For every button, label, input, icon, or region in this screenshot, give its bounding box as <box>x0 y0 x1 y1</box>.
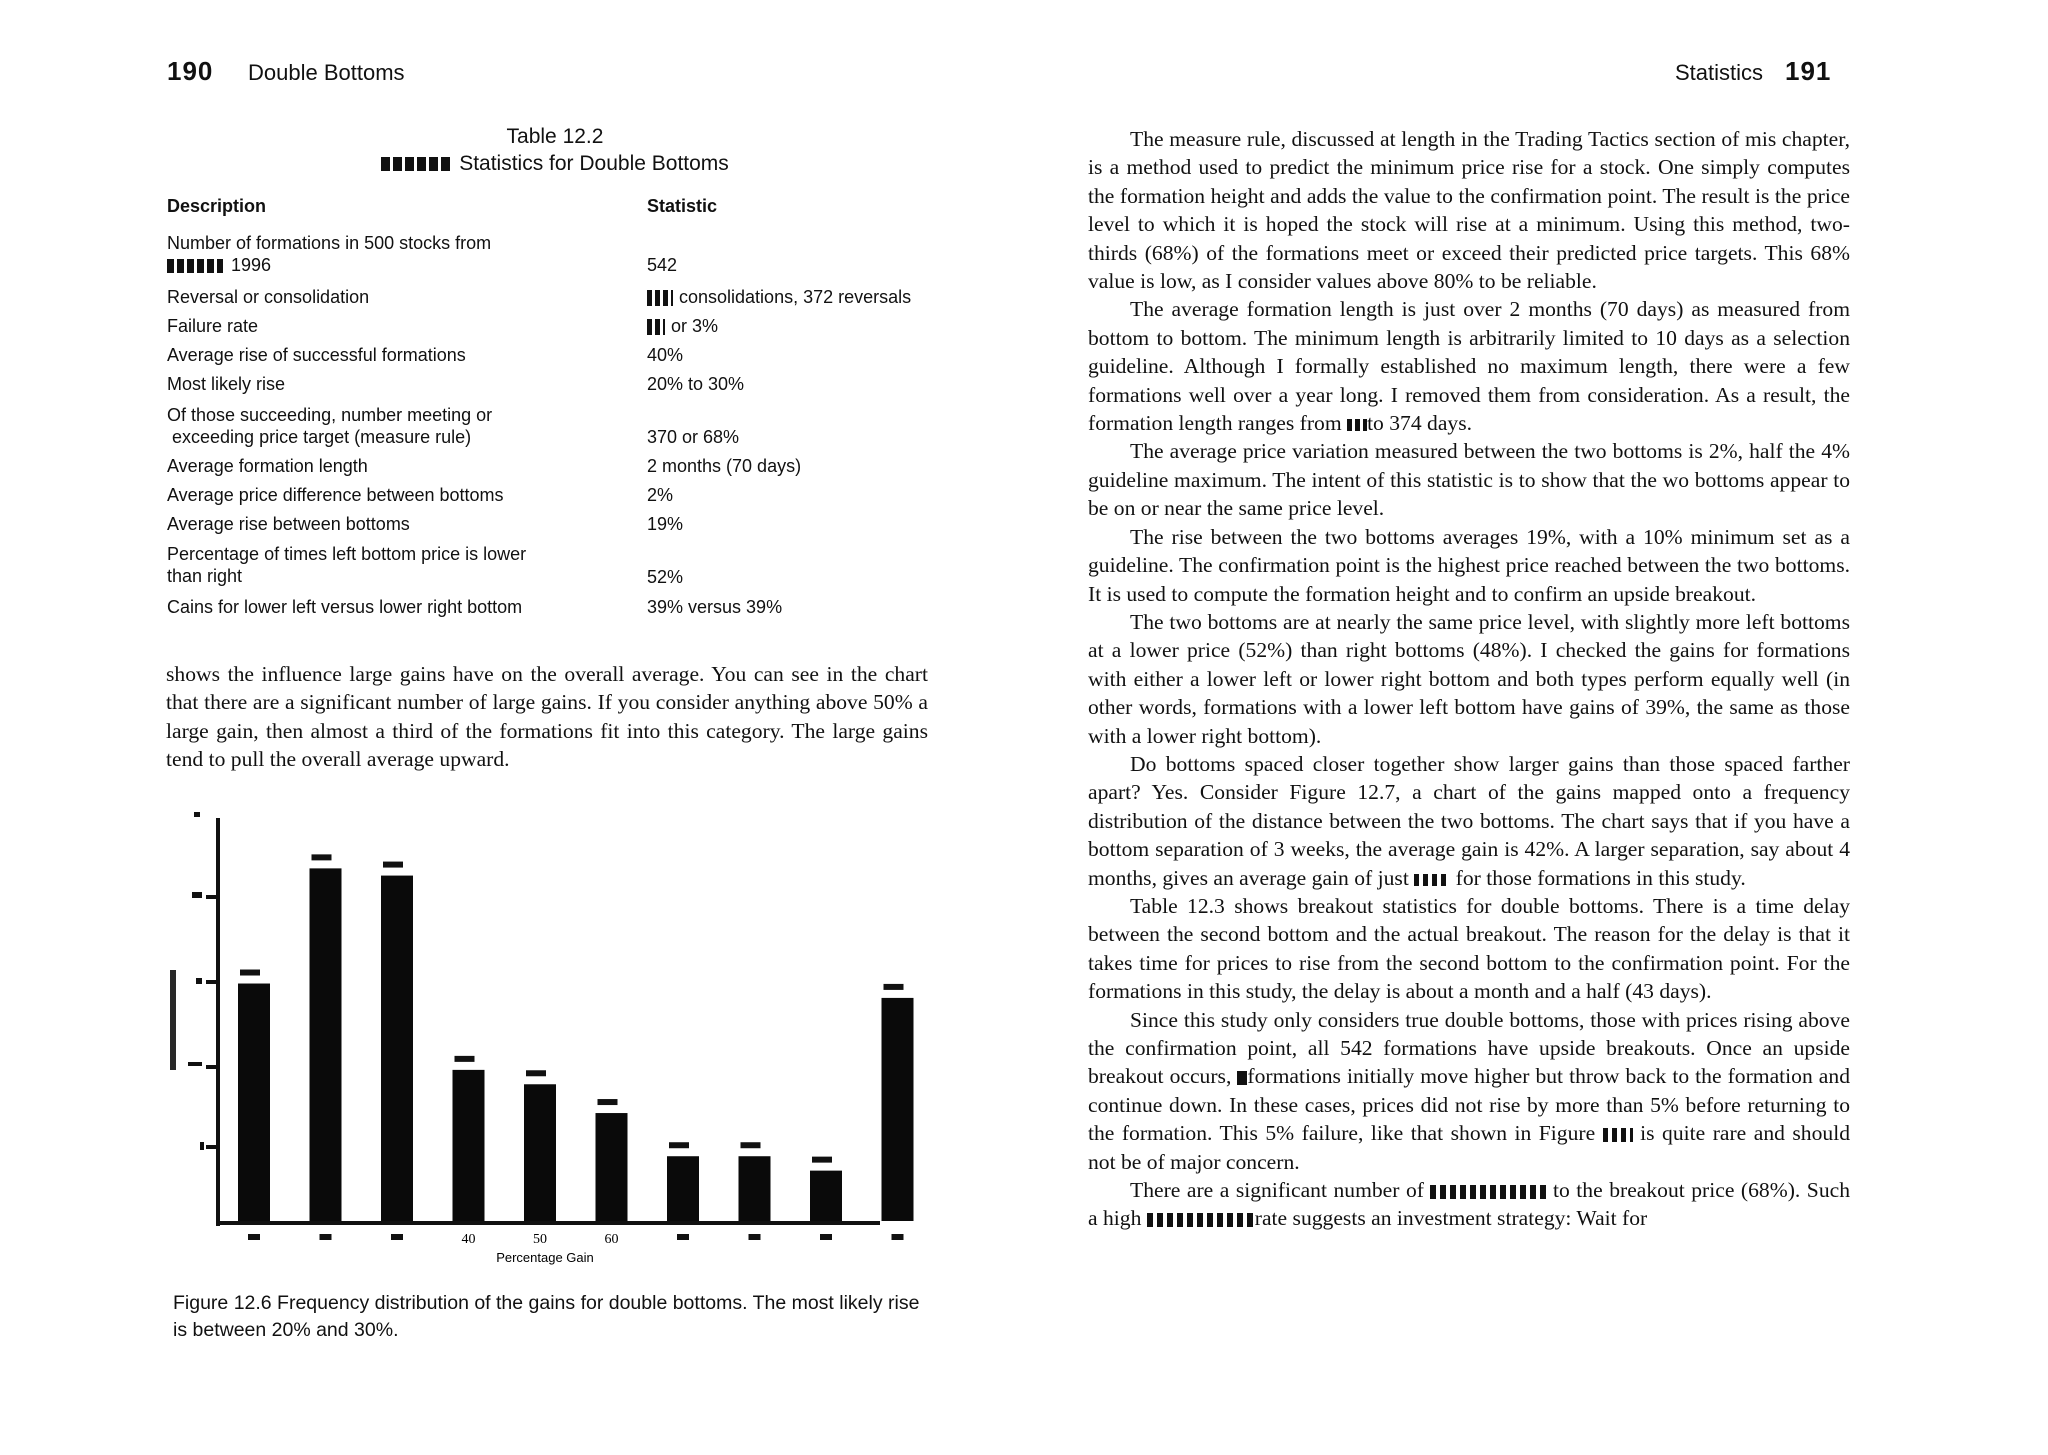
paragraph: The rise between the two bottoms averages 19%, with a 10% minimum set as a guideline. The confirmation point is the highest price reached between the two bottoms. It is used to compute the formation height and to confirm an upside breakout. <box>1088 524 1850 606</box>
page-number-left: 190 <box>167 56 214 86</box>
paragraph-tail: to 374 days. <box>1367 411 1473 436</box>
table-cell-statistic <box>647 315 718 337</box>
garbled-glyph <box>1430 1185 1546 1199</box>
paragraph <box>1088 295 1850 437</box>
paragraph-tail: for those formations in this study. <box>1455 865 1746 890</box>
left-paragraph: shows the influence large gains have on the overall average. You can see in the chart that there are a significant number of large gains. If you consider anything above 50% a large gain, then almost a third of the formations fit into this category. The large gains tend to pull the overall average upward. <box>166 662 928 772</box>
chart-bar <box>739 1156 771 1221</box>
garbled-tick-label <box>749 1234 761 1240</box>
table-cell-statistic: 2% <box>647 485 674 505</box>
table-cell-statistic: 39% versus 39% <box>647 597 783 617</box>
table-cell-statistic: 19% <box>647 514 684 534</box>
paragraph-text: Do bottoms spaced closer together show larger gains than those spaced farther apart? Yes. Consider Figure 12.7, a chart of the gains mapped onto a frequency distribution of the distance between the two bottoms. The chart says that if you have a bottom separation of 3 weeks, the average gain is 42%. A larger separation, say about 4 months, gives an average gain of just <box>1088 751 1850 890</box>
gain-distribution-chart <box>150 800 940 1280</box>
figure-caption: Figure 12.6 Frequency distribution of the gains for double bottoms. The most likely rise is between 20% and 30%. <box>173 1292 920 1341</box>
garbled-data-label <box>812 1157 832 1163</box>
chart-bar <box>667 1156 699 1221</box>
garbled-tick-label <box>892 1234 904 1240</box>
garbled-glyph <box>1603 1128 1633 1142</box>
table-row <box>167 404 492 448</box>
garbled-data-label <box>669 1142 689 1148</box>
paragraph: The measure rule, discussed at length in the Trading Tactics section of mis chapter, is a method used to predict the minimum price rise for a stock. One simply computes the formation height and adds the value to the confirmation point. The result is the price level to which it is hoped the stock will rise at a minimum. Using this method, two-thirds (68%) of the formations meet or exceed their predicted price targets. This 68% value is low, as I consider values above 80% to be reliable. <box>1088 127 1850 294</box>
row-description-line2 <box>167 254 491 276</box>
garbled-glyph <box>167 259 223 273</box>
table-row-description: Average price difference between bottoms <box>167 485 504 505</box>
table-row-description: Average formation length <box>167 456 368 476</box>
paragraph <box>1088 750 1850 892</box>
garbled-tick-label <box>248 1234 260 1240</box>
table-cell-statistic: 2 months (70 days) <box>647 456 802 476</box>
table-row-description: Average rise of successful formations <box>167 345 466 365</box>
table-cell-statistic: 370 or 68% <box>647 427 740 447</box>
row-description: Of those succeeding, number meeting or <box>167 405 493 425</box>
garbled-y-axis-label <box>170 970 176 1070</box>
garbled-data-label <box>884 984 904 990</box>
garbled-glyph <box>647 319 665 335</box>
table-cell-statistic: 542 <box>647 255 678 275</box>
chart-bars <box>238 854 914 1221</box>
garbled-glyph <box>200 1142 204 1150</box>
garbled-glyph <box>192 892 202 898</box>
row-description: Number of formations in 500 stocks from <box>167 233 492 253</box>
running-head-right: Statistics <box>1675 60 1764 85</box>
paragraph-text: The average formation length is just over 2 months (70 days) as measured from bottom to bottom. The minimum length is arbitrarily limited to 10 days as a selection guideline. Although I formally established no maximum length, there were a few formations well over a year long. I removed them from consideration. As a result, the formation length ranges from <box>1088 297 1850 436</box>
y-tick <box>206 1065 216 1069</box>
table-cell-statistic: 20% to 30% <box>647 374 745 394</box>
table-row-description: Failure rate <box>167 316 259 336</box>
x-tick-label: 40 <box>461 1232 476 1247</box>
page-number-right: 191 <box>1785 56 1832 86</box>
table-row-description: Cains for lower left versus lower right bottom <box>167 597 523 617</box>
row-description-line2: exceeding price target (measure rule) <box>167 427 472 447</box>
garbled-data-label <box>312 854 332 860</box>
chart-bar <box>882 998 914 1221</box>
paragraph-tail2: is quite rare and should not be of major concern. <box>1088 1121 1850 1174</box>
garbled-data-label <box>383 862 403 868</box>
statistic-text: or 3% <box>671 316 719 336</box>
garbled-glyph <box>1414 874 1450 886</box>
garbled-glyph <box>647 290 673 306</box>
garbled-data-label <box>526 1070 546 1076</box>
x-tick-label: 60 <box>604 1232 619 1247</box>
chart-bar <box>310 868 342 1221</box>
x-tick-label: 50 <box>533 1232 547 1247</box>
garbled-glyph <box>1147 1213 1255 1227</box>
table-cell-statistic <box>647 286 911 308</box>
paragraph-text: There are a significant number of <box>1130 1178 1424 1203</box>
running-head-left: Double Bottoms <box>248 60 405 85</box>
paragraph-tail: formations initially move higher but throw back to the formation and continue down. In these cases, prices did not rise by more than 5% before returning to the formation. This 5% failure, like that shown in Figure <box>1088 1064 1850 1146</box>
right-text-column <box>1088 125 1850 1233</box>
paragraph-tail2: rate suggests an investment strategy: Wait for <box>1254 1206 1648 1231</box>
chart-x-axis <box>220 1221 880 1225</box>
chart-bar <box>810 1171 842 1221</box>
table-caption-number: Table 12.2 <box>506 125 604 148</box>
chart-bar <box>381 876 413 1221</box>
table-row-description: Average rise between bottoms <box>167 514 410 534</box>
table-row-description: Most likely rise <box>167 374 286 394</box>
statistic-text: consolidations, 372 reversals <box>679 287 912 307</box>
garbled-glyph <box>381 157 453 171</box>
garbled-tick-label <box>391 1234 403 1240</box>
paragraph: The two bottoms are at nearly the same price level, with slightly more left bottoms at a lower price (52%) than right bottoms (48%). I checked the gains for formations with either a lower left or lower right bottom and both types perform equally well (in other words, formations with a lower left bottom have gains of 39%, the same as those with a lower right bottom). <box>1088 609 1850 748</box>
paragraph <box>1088 1176 1850 1233</box>
garbled-tick-label <box>820 1234 832 1240</box>
garbled-tick-label <box>677 1234 689 1240</box>
table-cell-statistic: 52% <box>647 567 684 587</box>
chart-y-axis <box>170 812 220 1226</box>
table-cell-statistic: 40% <box>647 345 684 365</box>
table-row-description: Reversal or consolidation <box>167 287 370 307</box>
table-caption-title <box>370 152 740 176</box>
chart-bar <box>453 1070 485 1221</box>
table-caption-title-text: Statistics for Double Bottoms <box>459 152 729 175</box>
row-description: Percentage of times left bottom price is lower <box>167 544 527 564</box>
table-header-statistic: Statistic <box>647 196 718 216</box>
chart-bar <box>524 1084 556 1221</box>
paragraph: Table 12.3 shows breakout statistics for double bottoms. There is a time delay between the second bottom and the actual breakout. The reason for the delay is that it takes time for prices to rise from the second bottom to the confirmation point. For the formations in this study, the delay is about a month and a half (43 days). <box>1088 893 1850 1004</box>
garbled-glyph <box>196 978 202 984</box>
y-tick <box>206 1145 216 1149</box>
paragraph <box>1088 1006 1850 1176</box>
table-row <box>167 543 526 587</box>
row-description-line2: than right <box>167 566 243 586</box>
garbled-data-label <box>598 1099 618 1105</box>
garbled-glyph <box>194 812 200 817</box>
row-description-tail: 1996 <box>231 255 272 275</box>
garbled-data-label <box>240 970 260 976</box>
chart-x-axis-label: Percentage Gain <box>496 1250 594 1265</box>
chart-x-tick-labels <box>248 1232 904 1247</box>
garbled-glyph <box>1347 419 1367 431</box>
garbled-data-label <box>455 1056 475 1062</box>
garbled-glyph <box>1237 1071 1247 1085</box>
y-tick <box>206 980 216 984</box>
paragraph-tail: to the breakout price (68%). Such a high <box>1088 1178 1850 1231</box>
paragraph-text: Since this study only considers true double bottoms, those with prices rising above the confirmation point, all 542 formations have upside breakouts. Once an upside breakout occurs, <box>1088 1007 1850 1089</box>
paragraph: The average price variation measured between the two bottoms is 2%, half the 4% guideline maximum. The intent of this statistic is to show that the wo bottoms appear to be on or near the same price level. <box>1088 439 1850 521</box>
garbled-data-label <box>741 1142 761 1148</box>
chart-bar <box>238 984 270 1221</box>
table-row <box>167 232 491 276</box>
garbled-glyph <box>188 1062 202 1066</box>
chart-bar <box>596 1113 628 1221</box>
y-tick <box>206 895 216 899</box>
table-header-description: Description <box>167 196 267 216</box>
garbled-tick-label <box>320 1234 332 1240</box>
